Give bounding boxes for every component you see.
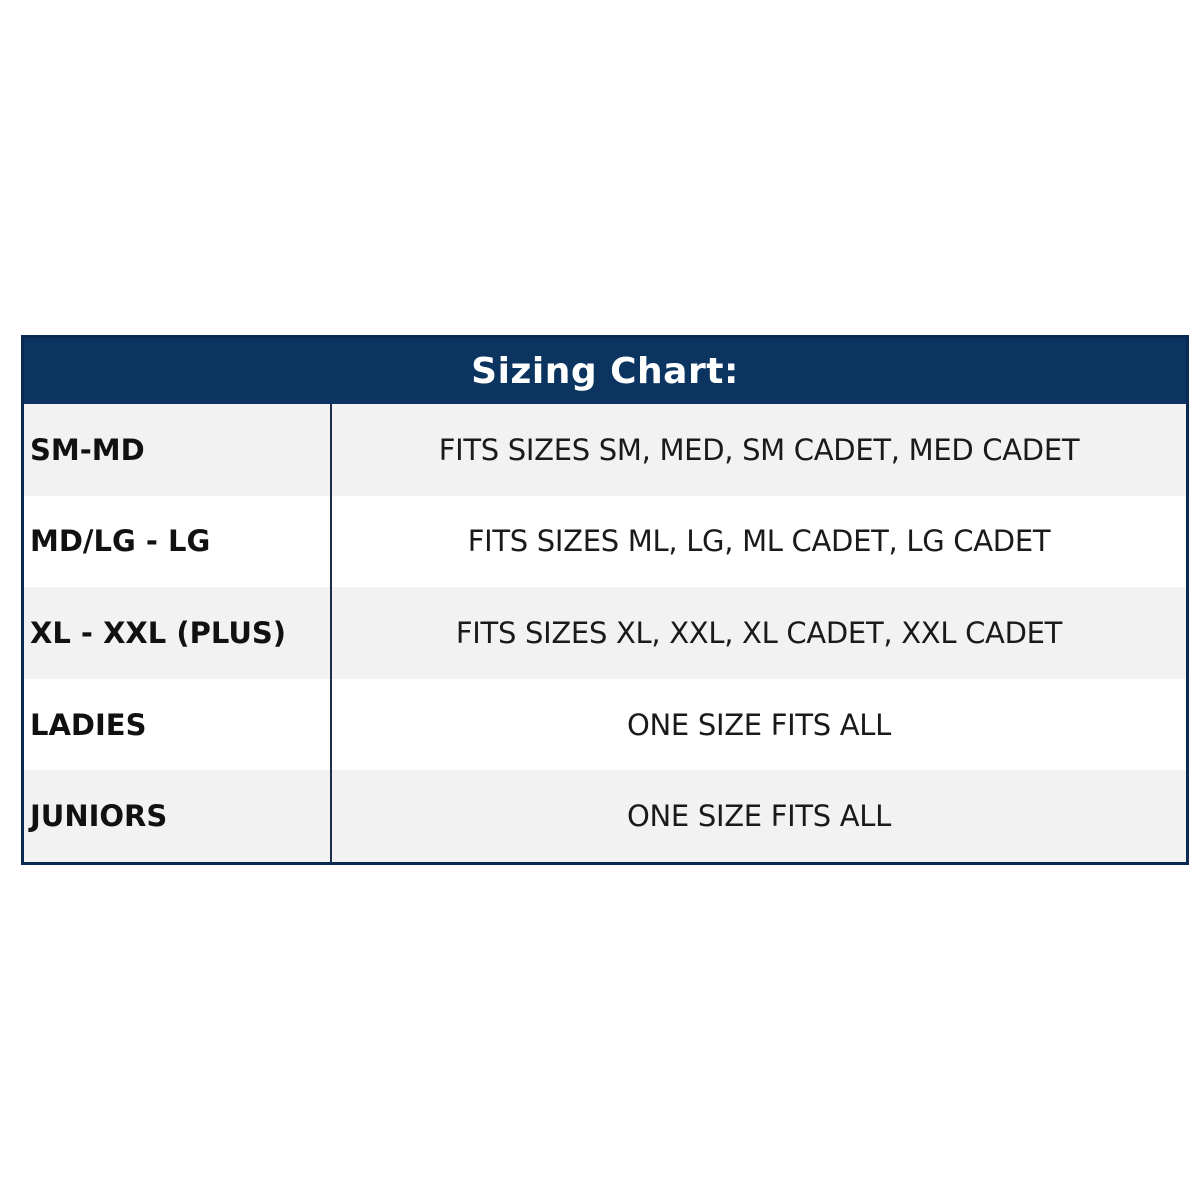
size-label: MD/LG - LG — [30, 524, 211, 559]
table-row — [24, 679, 1186, 771]
fit-description: FITS SIZES ML, LG, ML CADET, LG CADET — [467, 524, 1051, 559]
size-label: SM-MD — [30, 432, 145, 467]
column-divider — [330, 404, 332, 862]
chart-header — [24, 338, 1186, 404]
size-label: JUNIORS — [30, 799, 168, 834]
fit-description: FITS SIZES XL, XXL, XL CADET, XXL CADET — [455, 615, 1063, 650]
table-row — [24, 496, 1186, 588]
table-row — [24, 587, 1186, 679]
chart-title: Sizing Chart: — [471, 350, 739, 392]
fit-description: FITS SIZES SM, MED, SM CADET, MED CADET — [438, 432, 1080, 467]
sizing-table — [24, 404, 1186, 862]
table-row — [24, 770, 1186, 862]
sizing-chart — [21, 335, 1189, 865]
fit-description: ONE SIZE FITS ALL — [626, 799, 892, 834]
table-row — [24, 404, 1186, 496]
size-label: LADIES — [30, 707, 147, 742]
fit-description: ONE SIZE FITS ALL — [626, 707, 892, 742]
size-label: XL - XXL (PLUS) — [30, 615, 287, 650]
